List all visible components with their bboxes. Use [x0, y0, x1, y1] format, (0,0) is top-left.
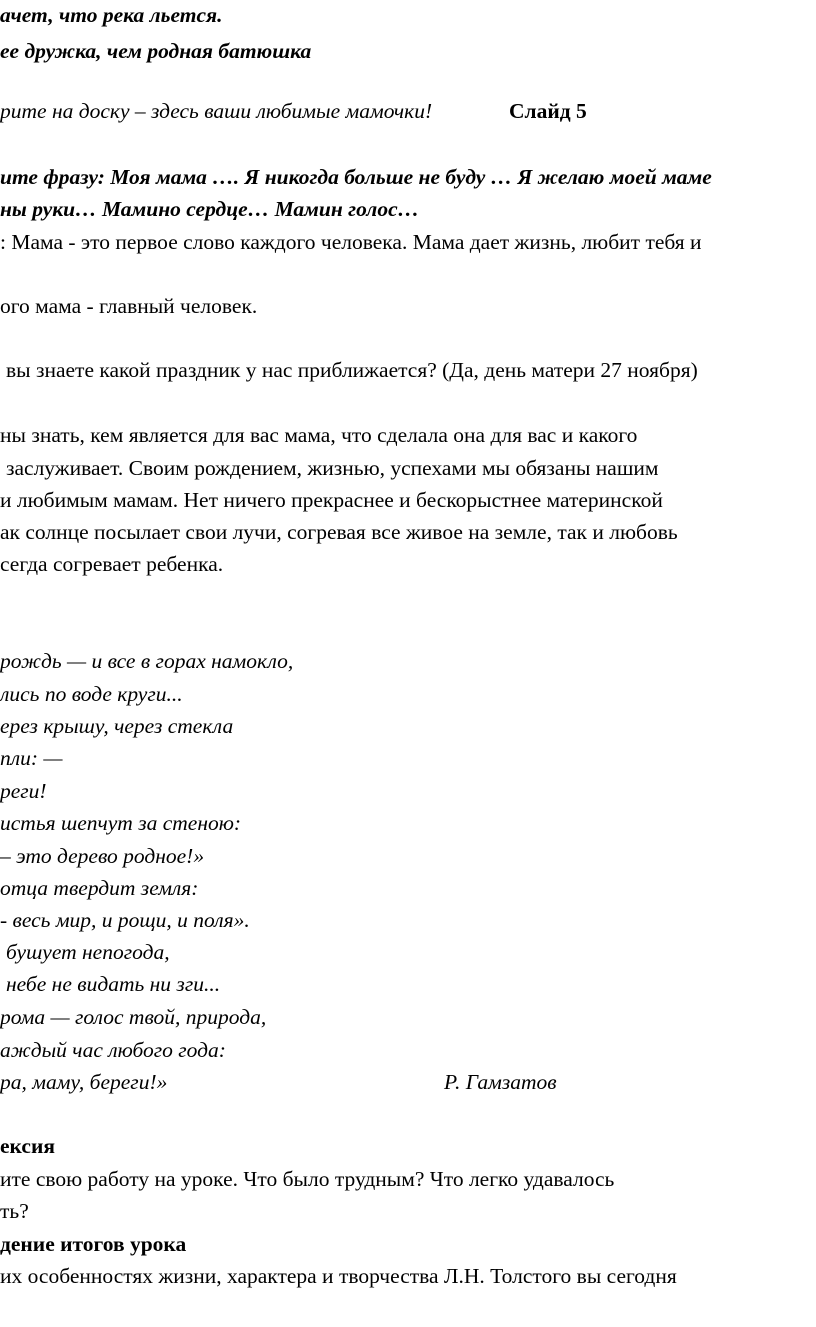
- text-line: рите на доску – здесь ваши любимые мамочки!: [0, 99, 433, 123]
- text-line: и любимым мамам. Нет ничего прекраснее и бескорыстнее материнской: [0, 488, 663, 512]
- poem-line: ерез крышу, через стекла: [0, 714, 234, 738]
- section-heading: ексия: [0, 1134, 55, 1158]
- text-line: ть?: [0, 1199, 29, 1223]
- poem-line: ра, маму, береги!»: [0, 1070, 168, 1094]
- text-line: заслуживает. Своим рождением, жизнью, успехами мы обязаны нашим: [6, 456, 659, 480]
- text-line: сегда согревает ребенка.: [0, 552, 224, 576]
- text-line: вы знаете какой праздник у нас приближается? (Да, день матери 27 ноября): [6, 358, 698, 382]
- poem-line: – это дерево родное!»: [0, 844, 205, 868]
- text-line: ее дружка, чем родная батюшка: [0, 39, 312, 63]
- poem-author: Р. Гамзатов: [444, 1070, 557, 1094]
- section-heading: дение итогов урока: [0, 1232, 187, 1256]
- poem-line: аждый час любого года:: [0, 1038, 226, 1062]
- poem-line: бушует непогода,: [6, 940, 170, 964]
- text-line: ны знать, кем является для вас мама, что сделала она для вас и какого: [0, 423, 638, 447]
- poem-line: небе не видать ни зги...: [6, 972, 221, 996]
- poem-line: - весь мир, и рощи, и поля».: [0, 908, 250, 932]
- poem-line: реги!: [0, 779, 47, 803]
- text-line: ны руки… Мамино сердце… Мамин голос…: [0, 197, 420, 221]
- text-line: ак солнце посылает свои лучи, согревая все живое на земле, так и любовь: [0, 520, 678, 544]
- poem-line: истья шепчут за стеною:: [0, 811, 242, 835]
- text-line: ите фразу: Моя мама …. Я никогда больше не буду … Я желаю моей маме: [0, 165, 712, 189]
- poem-line: рома — голос твой, природа,: [0, 1005, 267, 1029]
- text-line: ачет, что река льется.: [0, 3, 223, 27]
- poem-line: пли: —: [0, 746, 63, 770]
- text-line: их особенностях жизни, характера и творчества Л.Н. Толстого вы сегодня: [0, 1264, 677, 1288]
- text-line: ите свою работу на уроке. Что было трудным? Что легко удавалось: [0, 1167, 615, 1191]
- slide-label: Слайд 5: [509, 99, 587, 123]
- poem-line: отца твердит земля:: [0, 876, 199, 900]
- text-line: : Мама - это первое слово каждого человека. Мама дает жизнь, любит тебя и: [0, 230, 702, 254]
- poem-line: лись по воде круги...: [0, 682, 183, 706]
- text-line: ого мама - главный человек.: [0, 294, 258, 318]
- poem-line: рождь — и все в горах намокло,: [0, 649, 294, 673]
